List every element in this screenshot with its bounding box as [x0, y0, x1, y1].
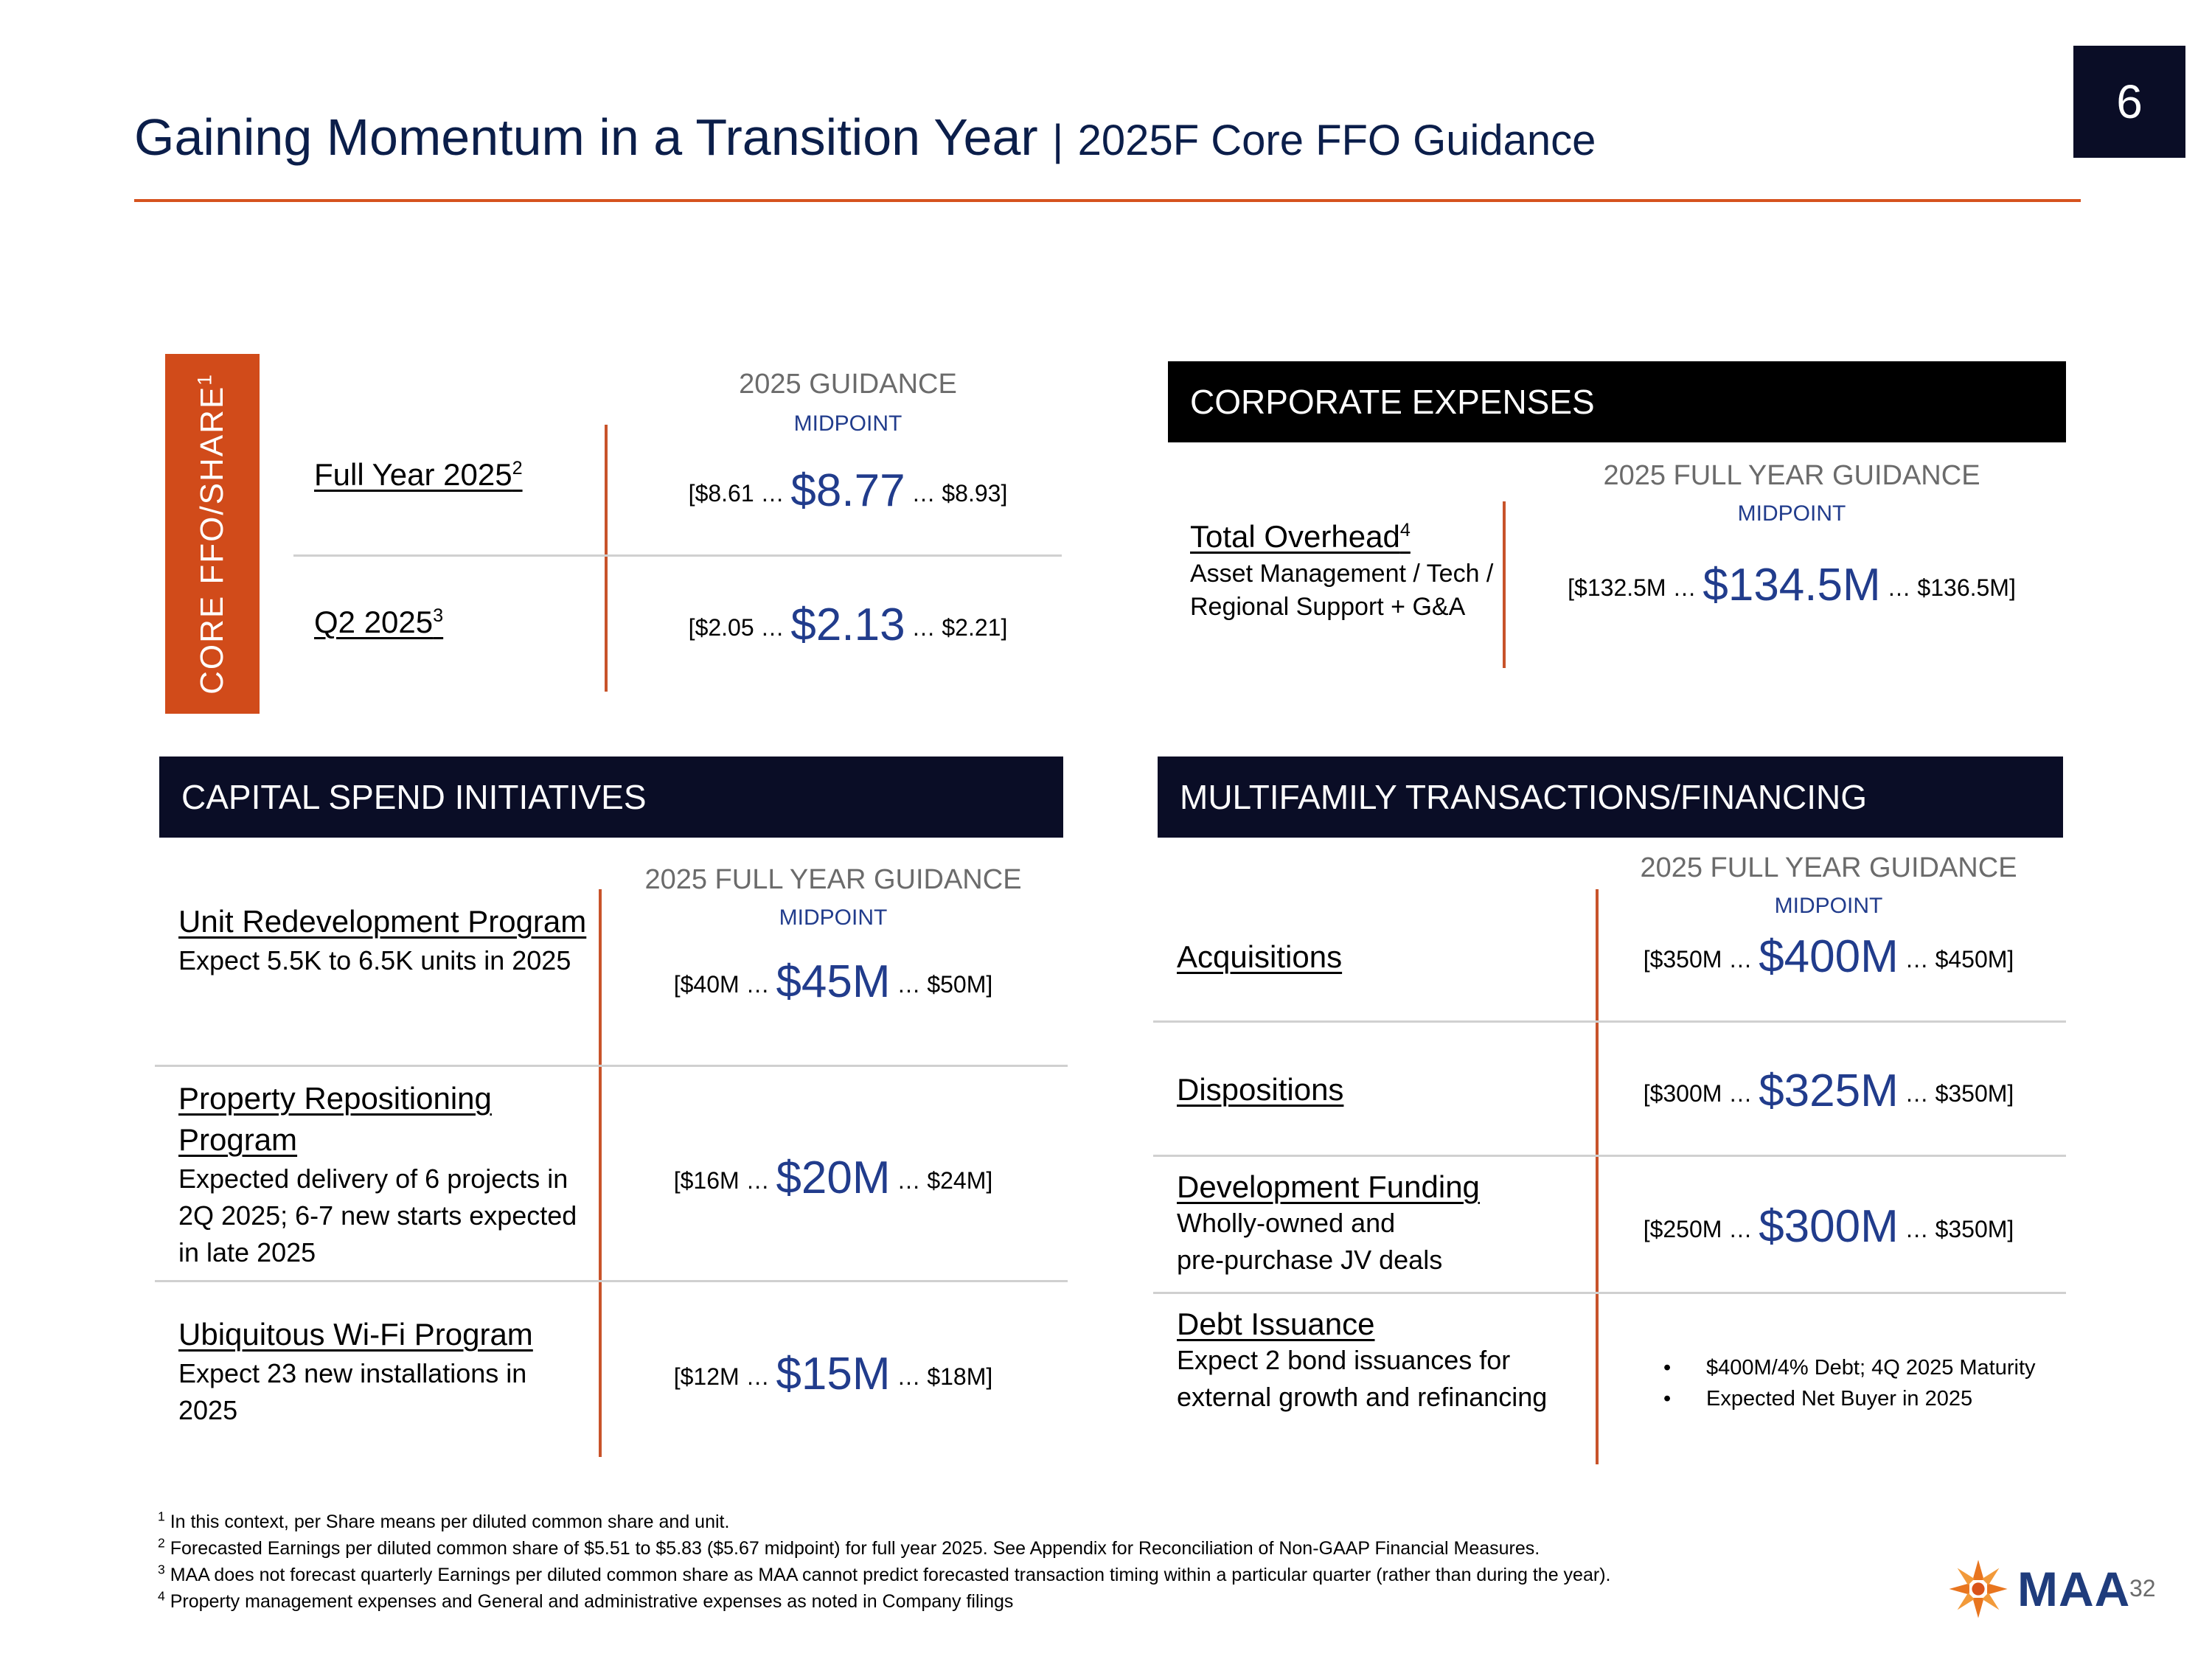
- title-divider: [134, 199, 2081, 202]
- multifamily-row-label: Development Funding: [1177, 1169, 1480, 1204]
- maa-logo: [1947, 1557, 2130, 1621]
- footnote-2: $^2$ Forecasted Earnings per diluted common share of $5.51 to $5.83 ($5.67 midpoint) for full year 2025. See Appendix for Reconciliation of Non-GAAP Financial Measures.: [158, 1535, 1540, 1559]
- capital-wifi-midpoint: $15M: [776, 1349, 891, 1399]
- capital-row-desc: Expect 5.5K to 6.5K units in 2025: [178, 945, 571, 975]
- corporate-vertical-divider: [1503, 501, 1506, 668]
- multifamily-row-divider-2: [1153, 1155, 2066, 1157]
- footnotes: [158, 1509, 1610, 1615]
- core-ffo-row-divider: [293, 554, 1062, 557]
- footnote-4: $^4$ Property management expenses and General and administrative expenses as noted in Company filings: [158, 1588, 1014, 1612]
- corporate-column-head: 2025 FULL YEAR GUIDANCE: [1603, 460, 1980, 491]
- core-ffo-row-full-year: Full Year 2025$^2$: [314, 457, 523, 492]
- capital-row-label: Unit Redevelopment Program: [178, 904, 587, 939]
- maa-logo-text: MAA: [2017, 1562, 2131, 1616]
- multifamily-development-funding: [1177, 1169, 1590, 1279]
- core-ffo-vertical-divider: [605, 425, 608, 692]
- multifamily-acquisitions-midpoint: $400M: [1759, 931, 1899, 982]
- multifamily-acquisitions-range: [$350M … $400M … $450M]: [1643, 931, 2014, 982]
- core-ffo-q2-midpoint: $2.13: [790, 599, 905, 650]
- debt-issuance-bullets: [1663, 1352, 2036, 1414]
- capital-property-repositioning-range: [$16M … $20M … $24M]: [673, 1152, 993, 1203]
- capital-unit-redevelopment-range: [$40M … $45M … $50M]: [673, 956, 993, 1007]
- bullet-item: • Expected Net Buyer in 2025: [1663, 1383, 2036, 1414]
- capital-wifi-range: [$12M … $15M … $18M]: [673, 1349, 993, 1399]
- page-title: [134, 108, 1596, 167]
- core-ffo-midpoint-label: MIDPOINT: [793, 411, 902, 436]
- title-separator: |: [1052, 116, 1064, 164]
- title-main: Gaining Momentum in a Transition Year: [134, 108, 1038, 166]
- footnote-3: $^3$ MAA does not forecast quarterly Earnings per diluted common share as MAA cannot predict forecasted transaction timing within a particular quarter (rather than during the year).: [158, 1562, 1611, 1585]
- capital-vertical-divider: [599, 889, 602, 1457]
- capital-unit-redevelopment-midpoint: $45M: [776, 956, 891, 1007]
- capital-row-wifi: [178, 1314, 591, 1429]
- core-ffo-full-year-midpoint: $8.77: [790, 465, 905, 516]
- multifamily-row-label: Debt Issuance: [1177, 1307, 1375, 1341]
- multifamily-row-divider-1: [1153, 1020, 2066, 1023]
- core-ffo-full-year-range: [$8.61 … $8.77 … $8.93]: [688, 465, 1008, 516]
- capital-row-divider-2: [155, 1280, 1068, 1282]
- capital-row-desc: Expected delivery of 6 projects in 2Q 2025; 6-7 new starts expected in late 2025: [178, 1164, 577, 1267]
- corporate-midpoint: $134.5M: [1703, 560, 1881, 611]
- multifamily-debt-issuance: [1177, 1307, 1560, 1416]
- multifamily-row-desc: Expect 2 bond issuances for external growth and refinancing: [1177, 1345, 1548, 1412]
- section-number-badge: [2073, 46, 2185, 158]
- slide-number: 32: [2129, 1575, 2156, 1601]
- capital-column-head: 2025 FULL YEAR GUIDANCE: [644, 864, 1022, 895]
- corporate-midpoint-label: MIDPOINT: [1737, 501, 1846, 526]
- total-overhead-desc: Asset Management / Tech / Regional Support + G&A: [1190, 560, 1494, 621]
- multifamily-row-desc-line-1: Wholly-owned and: [1177, 1208, 1396, 1238]
- multifamily-row-desc-line-2: pre-purchase JV deals: [1177, 1245, 1443, 1275]
- multifamily-column-head: 2025 FULL YEAR GUIDANCE: [1640, 852, 2017, 883]
- bullet-item: • $400M/4% Debt; 4Q 2025 Maturity: [1663, 1352, 2036, 1383]
- capital-row-desc: Expect 23 new installations in 2025: [178, 1358, 527, 1425]
- multifamily-dispositions-midpoint: $325M: [1759, 1065, 1899, 1116]
- corporate-expenses-bar: CORPORATE EXPENSES: [1168, 361, 2066, 442]
- capital-property-repositioning-midpoint: $20M: [776, 1152, 891, 1203]
- core-ffo-column-head: 2025 GUIDANCE: [739, 369, 957, 400]
- core-ffo-tab-label: CORE FFO/SHARE$^1$: [193, 373, 230, 695]
- capital-row-label: Property Repositioning Program: [178, 1081, 492, 1157]
- section-number: 6: [2116, 75, 2143, 128]
- multifamily-bar: MULTIFAMILY TRANSACTIONS/FINANCING: [1158, 757, 2063, 838]
- multifamily-development-funding-midpoint: $300M: [1759, 1201, 1899, 1252]
- core-ffo-tab: [165, 354, 260, 714]
- multifamily-dispositions-label: Dispositions: [1177, 1072, 1344, 1107]
- multifamily-vertical-divider: [1596, 889, 1599, 1464]
- multifamily-row-divider-3: [1153, 1292, 2066, 1294]
- multifamily-acquisitions-label: Acquisitions: [1177, 939, 1343, 974]
- core-ffo-row-q2: Q2 2025$^3$: [314, 605, 444, 639]
- capital-midpoint-label: MIDPOINT: [779, 905, 888, 930]
- maa-logo-star-icon: [1947, 1557, 2010, 1621]
- total-overhead-label: Total Overhead$^4$: [1190, 519, 1411, 554]
- capital-row-property-repositioning: [178, 1078, 591, 1271]
- capital-spend-bar: CAPITAL SPEND INITIATIVES: [159, 757, 1063, 838]
- capital-row-divider-1: [155, 1065, 1068, 1067]
- multifamily-dispositions-range: [$300M … $325M … $350M]: [1643, 1065, 2014, 1116]
- multifamily-midpoint-label: MIDPOINT: [1774, 894, 1883, 918]
- core-ffo-q2-range: [$2.05 … $2.13 … $2.21]: [688, 599, 1008, 650]
- footnote-1: $^1$ In this context, per Share means per diluted common share and unit.: [158, 1509, 730, 1532]
- capital-row-label: Ubiquitous Wi-Fi Program: [178, 1317, 533, 1352]
- title-subtitle: 2025F Core FFO Guidance: [1077, 116, 1596, 164]
- multifamily-development-funding-range: [$250M … $300M … $350M]: [1643, 1201, 2014, 1252]
- capital-row-unit-redevelopment: [178, 901, 591, 979]
- corporate-range: [$132.5M … $134.5M … $136.5M]: [1568, 560, 2016, 611]
